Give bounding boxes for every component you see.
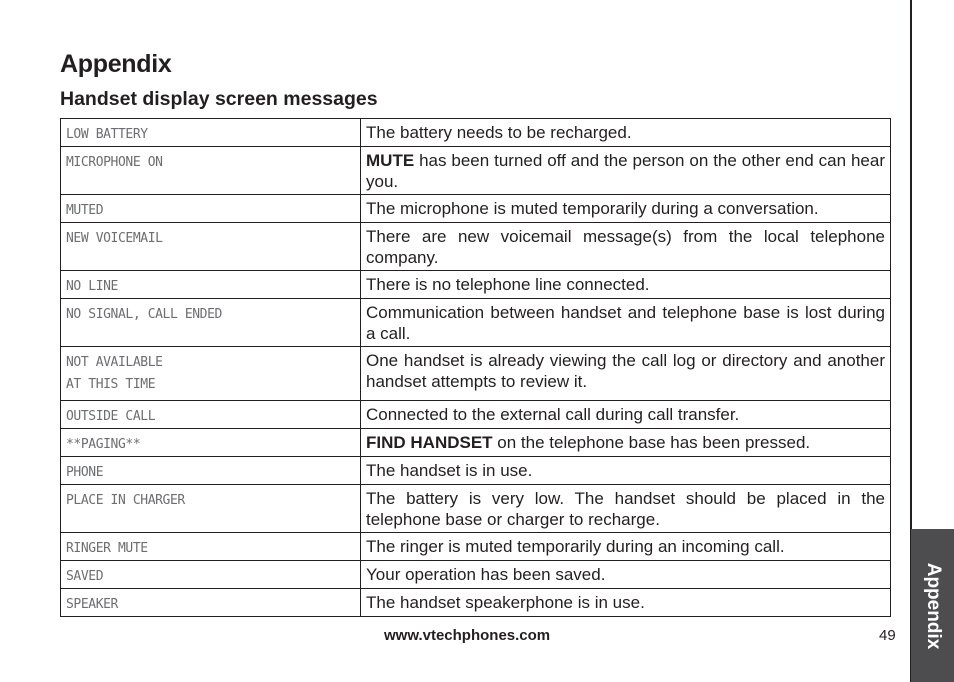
description-text: Communication between handset and telephone base is lost during a call. [366,303,885,343]
screen-message-line: AT THIS TIME [66,377,156,392]
description-text: The handset speakerphone is in use. [366,593,645,612]
screen-message [61,533,361,561]
description-text: One handset is already viewing the call log or directory and another handset attempts to review it. [366,351,885,391]
footer-url: www.vtechphones.com [384,627,551,644]
screen-message-line: SAVED [66,569,104,584]
table-row [61,195,891,223]
description-text: on the telephone base has been pressed. [492,433,811,452]
screen-message [61,223,361,271]
page-title: Appendix [60,50,172,78]
message-description [361,457,891,485]
table-row [61,401,891,429]
table-row [61,561,891,589]
screen-message [61,271,361,299]
side-tab-label: Appendix [922,562,944,649]
table-row [61,119,891,147]
messages-table [60,118,891,617]
description-text: The microphone is muted temporarily during a conversation. [366,199,819,218]
description-text: has been turned off and the person on the other end can hear you. [366,151,885,191]
message-description [361,147,891,195]
screen-message-line: NEW VOICEMAIL [66,231,163,246]
screen-message [61,347,361,401]
screen-message [61,429,361,457]
table-row [61,485,891,533]
table-row [61,429,891,457]
screen-message-line: NOT AVAILABLE [66,355,163,370]
screen-message-line: SPEAKER [66,597,118,612]
key-name: MUTE [366,151,415,170]
table-row [61,457,891,485]
screen-message [61,561,361,589]
description-text: There is no telephone line connected. [366,275,650,294]
message-description [361,299,891,347]
screen-message-line: NO SIGNAL, CALL ENDED [66,307,222,322]
message-description [361,401,891,429]
message-description [361,485,891,533]
screen-message [61,457,361,485]
screen-message [61,299,361,347]
message-description [361,119,891,147]
screen-message [61,485,361,533]
page-number: 49 [879,627,896,644]
message-description [361,195,891,223]
screen-message [61,589,361,617]
screen-message-line: MUTED [66,203,104,218]
key-name: FIND HANDSET [366,433,493,452]
screen-message-line: NO LINE [66,279,118,294]
description-text: Your operation has been saved. [366,565,606,584]
section-title: Handset display screen messages [60,88,378,110]
description-text: The battery needs to be recharged. [366,123,632,142]
screen-message-line: RINGER MUTE [66,541,148,556]
screen-message [61,147,361,195]
message-description [361,271,891,299]
message-description [361,561,891,589]
message-description [361,533,891,561]
description-text: The ringer is muted temporarily during an incoming call. [366,537,785,556]
screen-message-line: LOW BATTERY [66,127,148,142]
message-description [361,589,891,617]
message-description [361,429,891,457]
table-row [61,533,891,561]
screen-message [61,119,361,147]
screen-message-line: PLACE IN CHARGER [66,493,185,508]
screen-message [61,195,361,223]
table-row [61,589,891,617]
table-row [61,347,891,401]
messages-table-body [61,119,891,617]
appendix-side-tab [911,529,954,682]
message-description [361,223,891,271]
table-row [61,271,891,299]
table-row [61,223,891,271]
screen-message-line: MICROPHONE ON [66,155,163,170]
screen-message [61,401,361,429]
message-description [361,347,891,401]
description-text: There are new voicemail message(s) from the local telephone company. [366,227,885,267]
screen-message-line: OUTSIDE CALL [66,409,156,424]
description-text: The battery is very low. The handset should be placed in the telephone base or charger to recharge. [366,489,885,529]
screen-message-line: **PAGING** [66,437,141,452]
screen-message-line: PHONE [66,465,104,480]
table-row [61,147,891,195]
description-text: The handset is in use. [366,461,533,480]
description-text: Connected to the external call during call transfer. [366,405,740,424]
table-row [61,299,891,347]
